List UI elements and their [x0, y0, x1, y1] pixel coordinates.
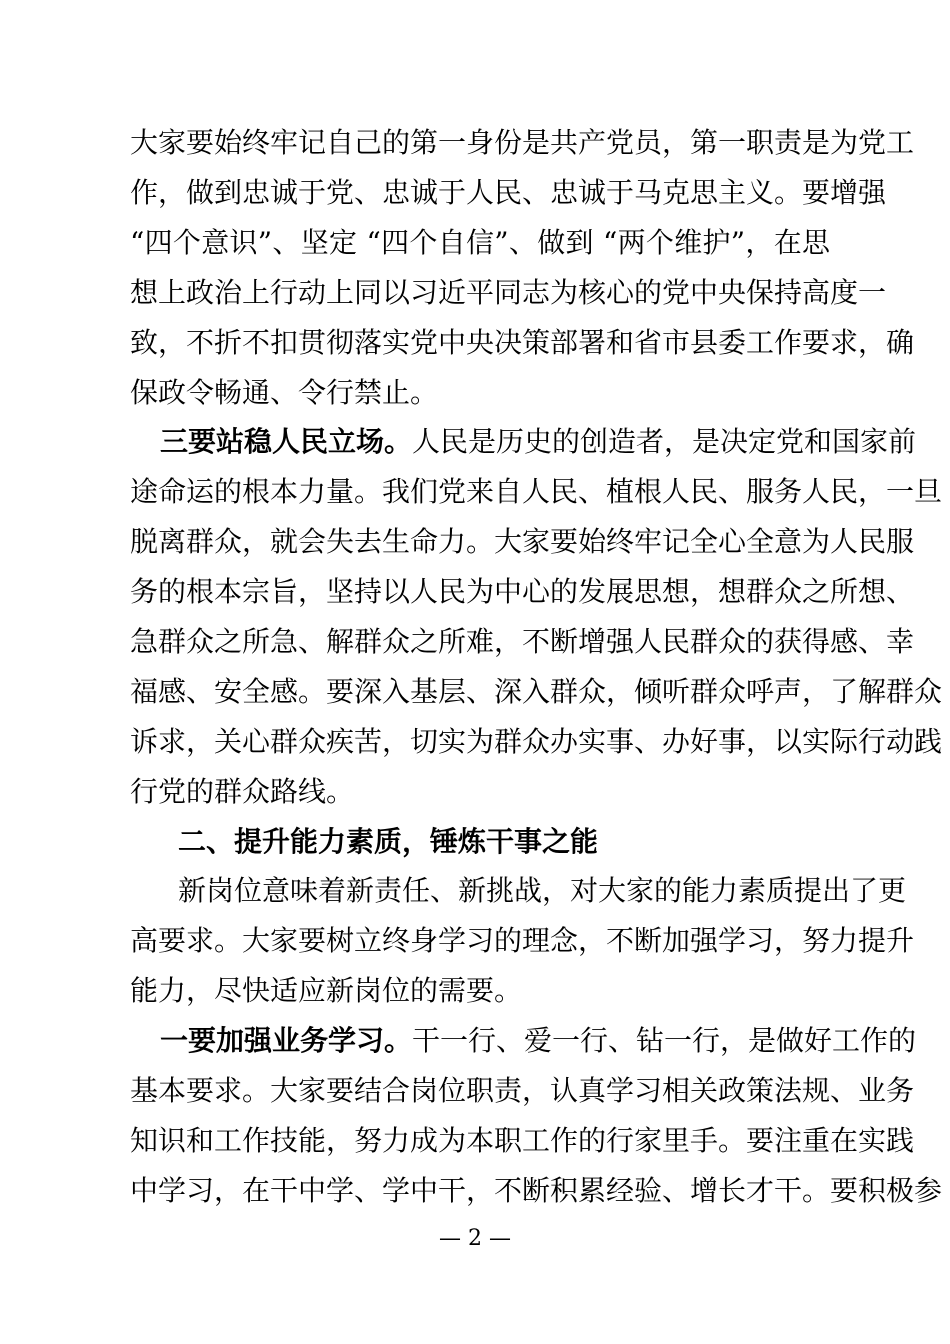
paragraph-line: “四个意识”、坚定 “四个自信”、做到 “两个维护”，在思 — [130, 226, 830, 259]
paragraph-lead: 三要站稳人民立场。 — [160, 425, 413, 458]
paragraph-line: 致，不折不扣贯彻落实党中央决策部署和省市县委工作要求，确 — [130, 326, 915, 359]
section-heading: 二、提升能力素质，锤炼干事之能 — [178, 825, 599, 858]
paragraph-line: 想上政治上行动上同以习近平同志为核心的党中央保持高度一 — [130, 276, 887, 309]
paragraph-line: 急群众之所急、解群众之所难，不断增强人民群众的获得感、幸 — [130, 625, 915, 658]
paragraph-line: 途命运的根本力量。我们党来自人民、植根人民、服务人民，一旦 — [130, 475, 943, 508]
paragraph-text: 人民是历史的创造者，是决定党和国家前 — [412, 425, 917, 458]
paragraph-line: 中学习，在干中学、学中干，不断积累经验、增长才干。要积极参 — [130, 1174, 943, 1207]
paragraph-first-line — [160, 1024, 917, 1058]
paragraph-first-line — [160, 425, 917, 459]
paragraph-line: 能力，尽快适应新岗位的需要。 — [130, 974, 523, 1007]
paragraph-lead: 一要加强业务学习。 — [160, 1024, 413, 1057]
paragraph-line: 保政令畅通、令行禁止。 — [130, 376, 439, 409]
paragraph-line: 脱离群众，就会失去生命力。大家要始终牢记全心全意为人民服 — [130, 525, 915, 558]
paragraph-text: 干一行、爱一行、钻一行，是做好工作的 — [412, 1024, 917, 1057]
paragraph-line: 大家要始终牢记自己的第一身份是共产党员，第一职责是为党工 — [130, 126, 915, 159]
paragraph-line: 作，做到忠诚于党、忠诚于人民、忠诚于马克思主义。要增强 — [130, 176, 887, 209]
paragraph-line: 诉求，关心群众疾苦，切实为群众办实事、办好事，以实际行动践 — [130, 725, 943, 758]
paragraph-line: 行党的群众路线。 — [130, 775, 355, 808]
paragraph-line: 务的根本宗旨，坚持以人民为中心的发展思想，想群众之所想、 — [130, 575, 915, 608]
paragraph-line: 基本要求。大家要结合岗位职责，认真学习相关政策法规、业务 — [130, 1074, 915, 1107]
paragraph-line: 福感、安全感。要深入基层、深入群众，倾听群众呼声，了解群众 — [130, 675, 943, 708]
page-number: — 2 — — [439, 1226, 511, 1251]
paragraph-line: 知识和工作技能，努力成为本职工作的行家里手。要注重在实践 — [130, 1124, 915, 1157]
paragraph-first-line: 新岗位意味着新责任、新挑战，对大家的能力素质提出了更 — [178, 874, 907, 907]
paragraph-line: 高要求。大家要树立终身学习的理念，不断加强学习，努力提升 — [130, 924, 915, 957]
